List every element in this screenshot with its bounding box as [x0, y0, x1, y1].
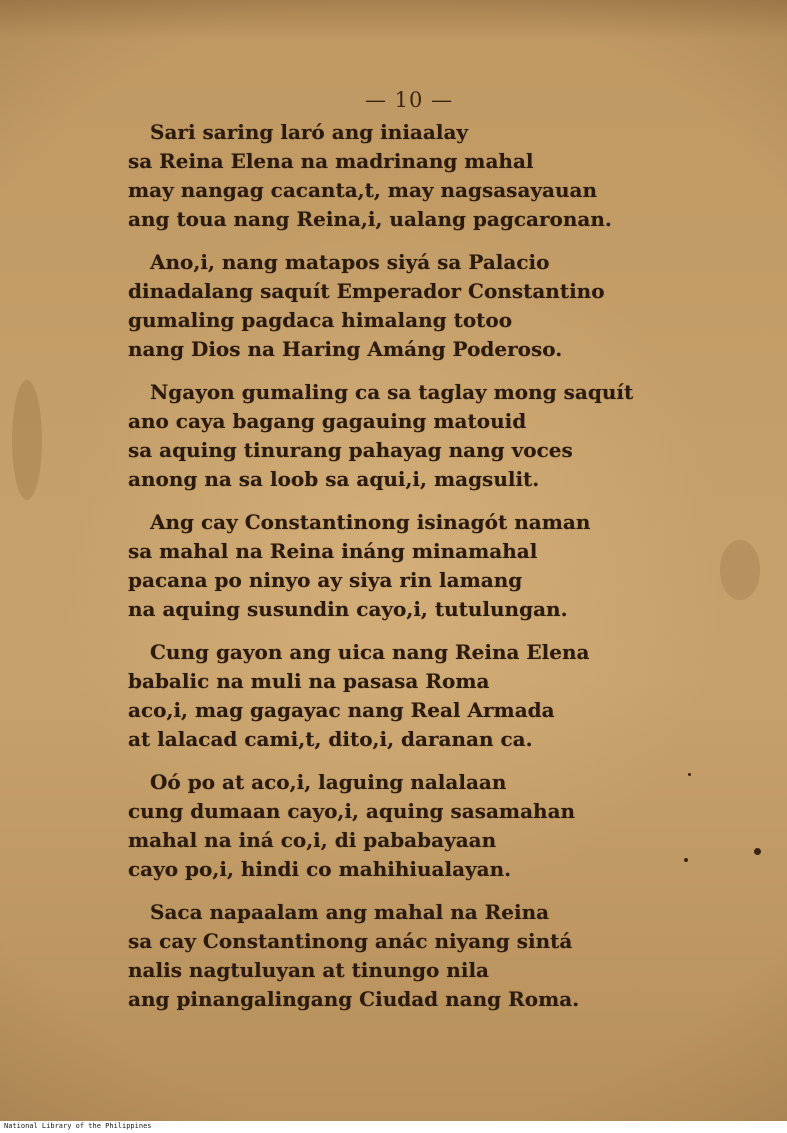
verse-line: gumaling pagdaca himalang totoo — [128, 308, 513, 332]
page-shadow — [0, 0, 787, 40]
verse-line: Oó po at aco,i, laguing nalalaan — [150, 770, 507, 794]
stanza — [128, 248, 768, 364]
verse-line: Ngayon gumaling ca sa taglay mong saquít — [150, 380, 634, 404]
library-credit: National Library of the Philippines — [4, 1122, 152, 1130]
verse-line: nang Dios na Haring Amáng Poderoso. — [128, 337, 563, 361]
verse-line: at lalacad cami,t, dito,i, daranan ca. — [128, 727, 533, 751]
verse-line: aco,i, mag gagayac nang Real Armada — [128, 698, 555, 722]
verse-line: sa Reina Elena na madrinang mahal — [128, 149, 534, 173]
verse-line: Sari saring laró ang iniaalay — [150, 120, 469, 144]
verse-line: sa cay Constantinong anác niyang sintá — [128, 929, 573, 953]
verse-line: cung dumaan cayo,i, aquing sasamahan — [128, 799, 576, 823]
stanza — [128, 898, 768, 1014]
stanza — [128, 508, 768, 624]
stanza — [128, 378, 768, 494]
verse-line: nalis nagtuluyan at tinungo nila — [128, 958, 490, 982]
verse-line: sa aquing tinurang pahayag nang voces — [128, 438, 573, 462]
verse-line: Ang cay Constantinong isinagót naman — [150, 510, 591, 534]
verse-line: ang toua nang Reina,i, ualang pagcaronan. — [128, 207, 612, 231]
verse-line: Cung gayon ang uica nang Reina Elena — [150, 640, 590, 664]
poem-text — [128, 118, 768, 1028]
verse-line: ano caya bagang gagauing matouid — [128, 409, 527, 433]
verse-line: Ano,i, nang matapos siyá sa Palacio — [150, 250, 550, 274]
page-number: — 10 — — [365, 88, 454, 112]
stanza — [128, 118, 768, 234]
verse-line: babalic na muli na pasasa Roma — [128, 669, 490, 693]
verse-line: dinadalang saquít Emperador Constantino — [128, 279, 605, 303]
verse-line: Saca napaalam ang mahal na Reina — [150, 900, 550, 924]
verse-line: sa mahal na Reina ináng minamahal — [128, 539, 538, 563]
verse-line: may nangag cacanta,t, may nagsasayauan — [128, 178, 598, 202]
verse-line: anong na sa loob sa aqui,i, magsulit. — [128, 467, 540, 491]
verse-line: cayo po,i, hindi co mahihiualayan. — [128, 857, 512, 881]
stanza — [128, 638, 768, 754]
verse-line: na aquing susundin cayo,i, tutulungan. — [128, 597, 568, 621]
verse-line: mahal na iná co,i, di pababayaan — [128, 828, 497, 852]
stanza — [128, 768, 768, 884]
paper-stain — [12, 380, 42, 500]
verse-line: pacana po ninyo ay siya rin lamang — [128, 568, 523, 592]
verse-line: ang pinangalingang Ciudad nang Roma. — [128, 987, 580, 1011]
